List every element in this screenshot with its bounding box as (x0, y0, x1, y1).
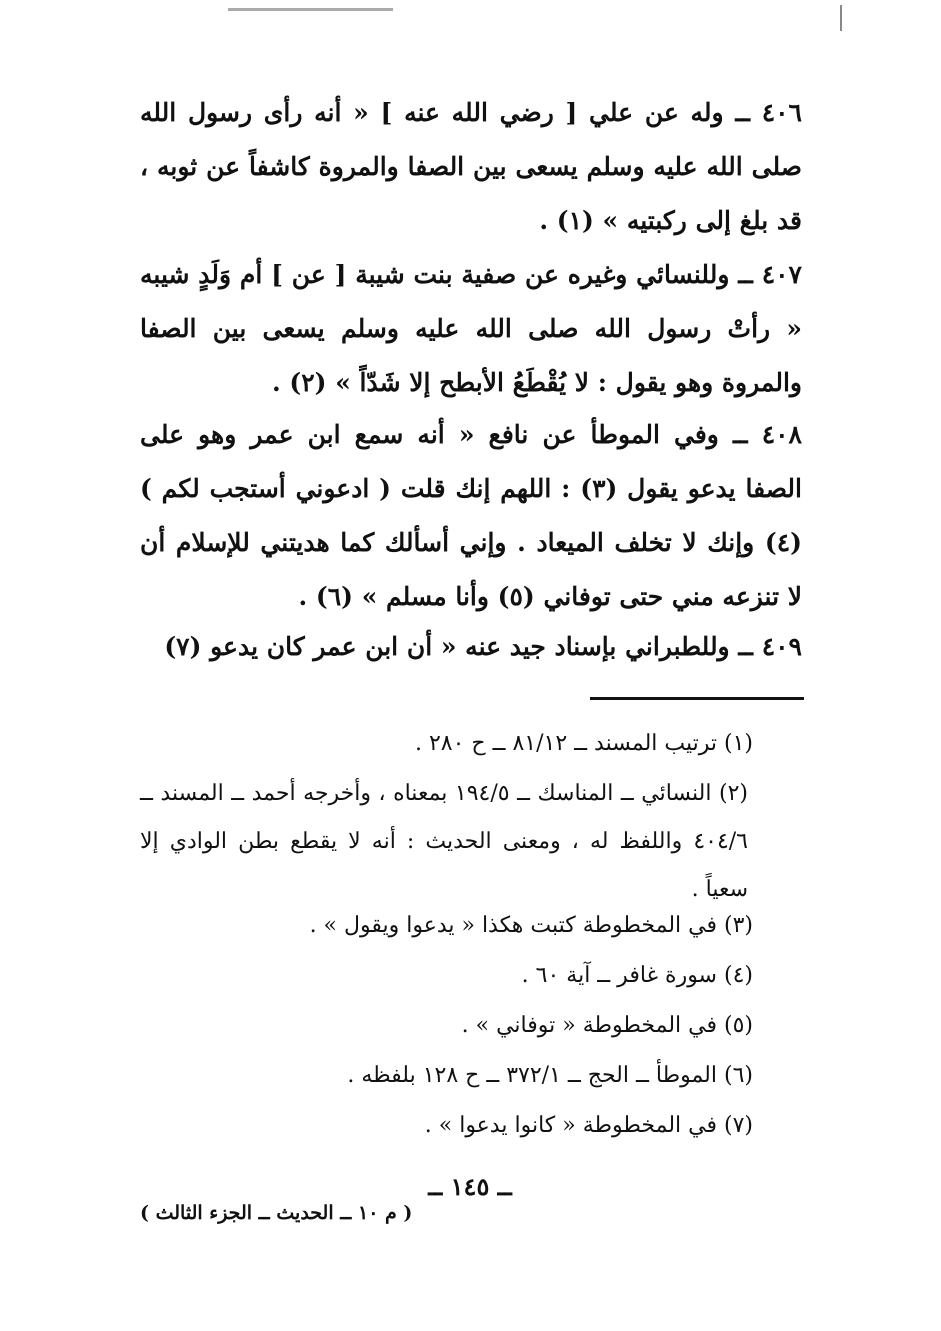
hadith-body-3 (140, 408, 802, 624)
footnote-6: (٦) الموطأ ــ الحج ــ ٣٧٢/١ ــ ح ١٢٨ بلفظه . (347, 1063, 753, 1088)
hadith-409: ٤٠٩ ــ وللطبراني بإسناد جيد عنه « أن ابن عمر كان يدعو (٧) (164, 632, 802, 661)
running-footer: ( م ١٠ ــ الحديث ــ الجزء الثالث ) (140, 1202, 413, 1224)
footnote-4: (٤) سورة غافر ــ آية ٦٠ . (521, 963, 753, 988)
footnote-1: (١) ترتيب المسند ــ ٨١/١٢ ــ ح ٢٨٠ . (414, 731, 753, 756)
footnote-5: (٥) في المخطوطة « توفاني » . (461, 1013, 753, 1038)
hadith-408: ٤٠٨ ــ وفي الموطأ عن نافع « أنه سمع ابن عمر وهو على الصفا يدعو يقول (٣) : اللهم إنك قلت ( ادعوني أستجب لكم ) (٤) وإنك لا تخلف الميعاد . وإني أسألك كما هديتني للإسلام أن لا تنزعه مني حتى توفاني (٥) وأنا مسلم » (٦) . (140, 420, 802, 611)
hadith-body-4 (140, 620, 802, 674)
page-number: ــ ١٤٥ ــ (428, 1172, 512, 1201)
scan-artifact-right (840, 5, 842, 31)
footnote-2: (٢) النسائي ــ المناسك ــ ١٩٤/٥ بمعناه ، وأخرجه أحمد ــ المسند ــ ٤٠٤/٦ واللفظ له ، ومعنى الحديث : أنه لا يقطع بطن الوادي إلا سعياً . (140, 781, 748, 902)
hadith-body (140, 86, 802, 235)
footnote-7: (٧) في المخطوطة « كانوا يدعوا » . (424, 1113, 753, 1138)
footnote-3: (٣) في المخطوطة كتبت هكذا « يدعوا ويقول » . (309, 913, 753, 938)
footnote-separator (590, 697, 804, 700)
hadith-body-2 (140, 248, 802, 410)
hadith-406: ٤٠٦ ــ وله عن علي [ رضي الله عنه ] « أنه رأى رسول الله صلى الله عليه وسلم يسعى بين الصفا والمروة كاشفاً عن ثوبه ، قد بلغ إلى ركبتيه » (١) . (140, 98, 802, 235)
hadith-407: ٤٠٧ ــ وللنسائي وغيره عن صفية بنت شيبة [ عن ] أم وَلَدٍ شيبه « رأتْ رسول الله صلى الله عليه وسلم يسعى بين الصفا والمروة وهو يقول : لا يُقْطَعُ الأبطح إلا شَدّاً » (٢) . (140, 260, 802, 397)
scan-artifact-top (228, 8, 393, 11)
